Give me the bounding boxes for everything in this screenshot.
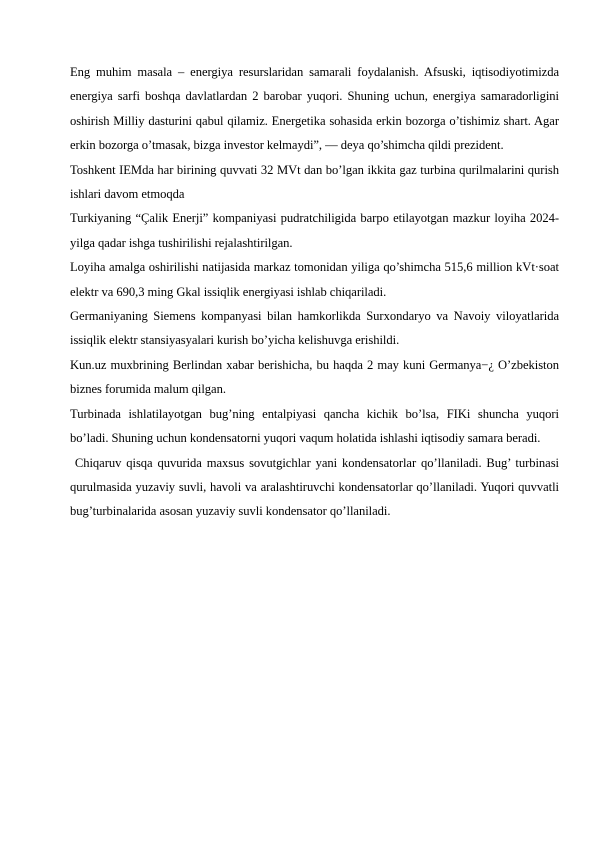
- paragraph-energy-efficiency: Eng muhim masala – energiya resurslaridan samarali foydalanish. Afsuski, iqtisodiyotimizda energiya sarfi boshqa davlatlardan 2 barobar yuqori. Shuning uchun, energiya samaradorligini oshirish Milliy dasturini qabul qilamiz. Energetika sohasida erkin bozorga o’tishimiz shart. Agar erkin bozorga o’tmasak, bizga investor kelmaydi”, — deya qo’shimcha qildi prezident.: [70, 65, 559, 153]
- paragraph-turbine-enthalpy: Turbinada ishlatilayotgan bug’ning entalpiyasi qancha kichik bo’lsa, FIKi shuncha yuqori bo’ladi. Shuning uchun kondensatorni yuqori vaqum holatida ishlashi iqtisodiy samara beradi.: [70, 406, 559, 446]
- paragraph-calik-enerji: Turkiyaning “Çalik Enerji” kompaniyasi pudratchiligida barpo etilayotgan mazkur loyiha 2024-yilga qadar ishga tushirilishi rejalashtirilgan.: [70, 211, 559, 250]
- paragraph-kun-uz: Kun.uz muxbrining Berlindan xabar berishicha, bu haqda 2 may kuni Germanya−¿ O’zbekiston biznes forumida malum qilgan.: [70, 357, 559, 397]
- paragraph-tashkent-iem: Toshkent IEMda har birining quvvati 32 MVt dan bo’lgan ikkita gaz turbina qurilmalarini qurish ishlari davom etmoqda: [70, 162, 559, 202]
- paragraph-project-output: Loyiha amalga oshirilishi natijasida markaz tomonidan yiliga qo’shimcha 515,6 million kVt·soat elektr va 690,3 ming Gkal issiqlik energiyasi ishlab chiqariladi.: [70, 260, 559, 299]
- paragraph-siemens: Germaniyaning Siemens kompanyasi bilan hamkorlikda Surxondaryo va Navoiy viloyatlarida issiqlik elektr stansiyasyalari kurish bo’yicha kelishuvga erishildi.: [70, 309, 559, 348]
- paragraph-condensers: Chiqaruv qisqa quvurida maxsus sovutgichlar yani kondensatorlar qo’llaniladi. Bug’ turbinasi qurulmasida yuzaviy suvli, havoli va aralashtiruvchi kondensatorlar qo’llaniladi. Yuqori quvvatli bug’turbinalarida asosan yuzaviy suvli kondensator qo’llaniladi.: [70, 455, 563, 519]
- text-body: [70, 60, 563, 524]
